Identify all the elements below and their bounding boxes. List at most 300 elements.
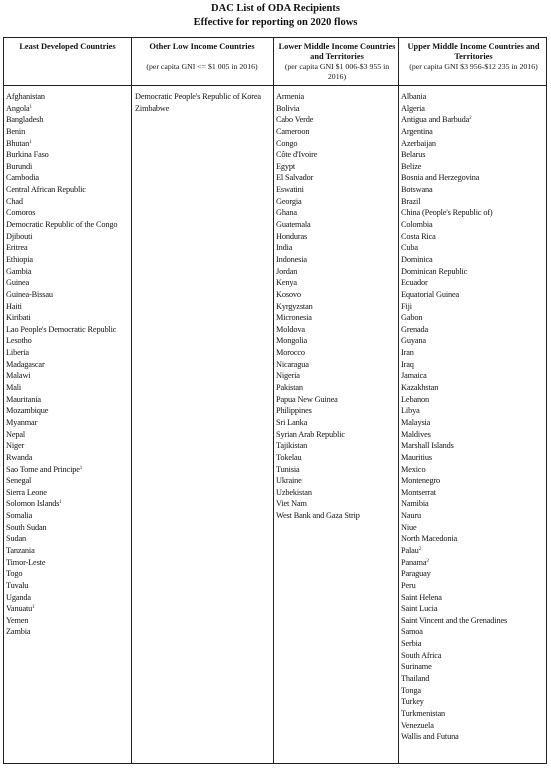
country-name: Maldives xyxy=(401,429,431,439)
column-least-developed-list xyxy=(6,91,117,638)
country-name: Liberia xyxy=(6,348,29,358)
list-item xyxy=(276,312,360,324)
column-lower-middle-income-list xyxy=(276,91,360,522)
country-name: Suriname xyxy=(401,662,432,672)
country-name: Kyrgyzstan xyxy=(276,301,313,311)
country-name: China (People's Republic of) xyxy=(401,208,493,218)
list-item xyxy=(401,219,507,231)
list-item xyxy=(6,184,117,196)
country-name: Sierra Leone xyxy=(6,487,47,497)
country-name: Philippines xyxy=(276,406,312,416)
country-name: Burundi xyxy=(6,161,33,171)
country-name: Zambia xyxy=(6,627,31,637)
list-item xyxy=(135,91,261,103)
country-name: Kenya xyxy=(276,278,297,288)
list-item xyxy=(6,138,117,150)
country-name: Sao Tome and Principe xyxy=(6,464,80,474)
country-name: Guyana xyxy=(401,336,426,346)
list-item xyxy=(401,638,507,650)
list-item xyxy=(6,394,117,406)
country-name: Belarus xyxy=(401,150,426,160)
country-name: Serbia xyxy=(401,639,422,649)
list-item xyxy=(6,196,117,208)
list-item xyxy=(276,464,360,476)
list-item xyxy=(276,487,360,499)
country-name: Cambodia xyxy=(6,173,39,183)
list-item xyxy=(6,533,117,545)
list-item xyxy=(135,103,261,115)
list-item xyxy=(401,126,507,138)
header-other-low-income xyxy=(133,42,271,72)
country-name: Jamaica xyxy=(401,371,427,381)
country-name: Bangladesh xyxy=(6,115,44,125)
country-name: North Macedonia xyxy=(401,534,458,544)
list-item xyxy=(6,487,117,499)
country-name: Côte d'Ivoire xyxy=(276,150,318,160)
list-item xyxy=(6,417,117,429)
list-item xyxy=(401,615,507,627)
country-name: Bosnia and Herzegovina xyxy=(401,173,480,183)
list-item xyxy=(276,114,360,126)
country-name: South Sudan xyxy=(6,522,47,532)
country-name: Algeria xyxy=(401,103,425,113)
country-name: Timor-Leste xyxy=(6,557,46,567)
country-name: Tunisia xyxy=(276,464,300,474)
country-name: Lao People's Democratic Republic xyxy=(6,324,117,334)
country-name: Chad xyxy=(6,196,23,206)
column-subheading: (per capita GNI $3 956-$12 235 in 2016) xyxy=(409,62,538,72)
list-item xyxy=(401,440,507,452)
list-item xyxy=(401,580,507,592)
list-item xyxy=(276,207,360,219)
country-name: Cameroon xyxy=(276,126,310,136)
list-item xyxy=(6,452,117,464)
column-subheading: (per capita GNI <= $1 005 in 2016) xyxy=(146,62,258,72)
country-name: Iran xyxy=(401,348,414,358)
country-name: Nauru xyxy=(401,511,421,521)
list-item xyxy=(6,592,117,604)
list-item xyxy=(276,126,360,138)
list-item xyxy=(276,382,360,394)
list-item xyxy=(276,266,360,278)
country-name: South Africa xyxy=(401,650,442,660)
country-name: Armenia xyxy=(276,92,304,101)
list-item xyxy=(6,172,117,184)
list-item xyxy=(276,498,360,510)
column-subheading: (per capita GNI $1 006-$3 955 in 2016) xyxy=(284,62,390,81)
list-item xyxy=(401,592,507,604)
list-item xyxy=(401,557,507,569)
country-name: Zimbabwe xyxy=(135,103,170,113)
country-name: Marshall Islands xyxy=(401,441,454,451)
country-name: Mali xyxy=(6,383,22,393)
list-item xyxy=(276,347,360,359)
country-name: Niger xyxy=(6,441,25,451)
header-upper-middle-income xyxy=(401,42,546,72)
country-name: Uzbekistan xyxy=(276,487,312,497)
country-name: Pakistan xyxy=(276,383,303,393)
country-name: Somalia xyxy=(6,511,33,521)
list-item xyxy=(401,254,507,266)
list-item xyxy=(401,417,507,429)
list-item xyxy=(6,266,117,278)
country-name: Micronesia xyxy=(276,313,312,323)
country-name: Eritrea xyxy=(6,243,28,253)
country-name: Ethiopia xyxy=(6,254,33,264)
country-name: Niue xyxy=(401,522,417,532)
country-name: Dominica xyxy=(401,254,433,264)
list-item xyxy=(401,324,507,336)
country-name: Iraq xyxy=(401,359,414,369)
country-name: Ecuador xyxy=(401,278,428,288)
list-item xyxy=(401,277,507,289)
footnote-marker: 2 xyxy=(426,558,429,564)
list-item xyxy=(401,103,507,115)
country-name: Myanmar xyxy=(6,417,38,427)
country-name: Panama xyxy=(401,557,427,567)
country-name: El Salvador xyxy=(276,173,314,183)
country-name: Bolivia xyxy=(276,103,300,113)
country-name: Sudan xyxy=(6,534,26,544)
column-heading: Upper Middle Income Countries and Territories xyxy=(407,42,540,62)
list-item xyxy=(401,149,507,161)
country-name: Saint Helena xyxy=(401,592,442,602)
list-item xyxy=(401,382,507,394)
country-name: Colombia xyxy=(401,220,433,230)
list-item xyxy=(401,335,507,347)
column-heading: Other Low Income Countries xyxy=(149,42,255,51)
list-item xyxy=(401,685,507,697)
list-item xyxy=(276,370,360,382)
list-item xyxy=(6,557,117,569)
country-name: Yemen xyxy=(6,615,29,625)
list-item xyxy=(401,207,507,219)
list-item xyxy=(401,650,507,662)
country-name: Turkey xyxy=(401,697,424,707)
country-name: Botswana xyxy=(401,185,433,195)
list-item xyxy=(401,673,507,685)
country-name: Paraguay xyxy=(401,569,431,579)
document-subtitle: Effective for reporting on 2020 flows xyxy=(193,17,358,28)
list-item xyxy=(276,184,360,196)
country-name: Namibia xyxy=(401,499,429,509)
list-item xyxy=(276,196,360,208)
list-item xyxy=(276,429,360,441)
country-name: Mexico xyxy=(401,464,426,474)
list-item xyxy=(276,440,360,452)
list-item xyxy=(401,301,507,313)
country-name: Morocco xyxy=(276,348,305,358)
country-name: Papua New Guinea xyxy=(276,394,338,404)
list-item xyxy=(276,242,360,254)
list-item xyxy=(6,301,117,313)
list-item xyxy=(276,475,360,487)
country-name: Lebanon xyxy=(401,394,429,404)
list-item xyxy=(6,254,117,266)
country-name: Egypt xyxy=(276,161,296,171)
country-name: Ukraine xyxy=(276,476,302,486)
country-name: Malawi xyxy=(6,371,31,381)
list-item xyxy=(401,522,507,534)
country-name: Bhutan xyxy=(6,138,30,148)
list-item xyxy=(401,347,507,359)
list-item xyxy=(401,498,507,510)
country-name: Comoros xyxy=(6,208,36,218)
country-name: Nicaragua xyxy=(276,359,309,369)
list-item xyxy=(276,277,360,289)
list-item xyxy=(401,696,507,708)
list-item xyxy=(401,114,507,126)
list-item xyxy=(401,545,507,557)
country-name: Sri Lanka xyxy=(276,417,308,427)
list-item xyxy=(276,172,360,184)
country-name: Eswatini xyxy=(276,185,304,195)
country-name: Moldova xyxy=(276,324,305,334)
country-name: Lesotho xyxy=(6,336,32,346)
country-name: Togo xyxy=(6,569,23,579)
list-item xyxy=(276,417,360,429)
list-item xyxy=(6,429,117,441)
country-name: Democratic People's Republic of Korea xyxy=(135,92,261,101)
footnote-marker: 1 xyxy=(32,605,35,611)
country-name: Ghana xyxy=(276,208,297,218)
country-name: Peru xyxy=(401,580,416,590)
list-item xyxy=(401,242,507,254)
list-item xyxy=(6,149,117,161)
list-item xyxy=(6,231,117,243)
list-item xyxy=(6,114,117,126)
list-item xyxy=(401,429,507,441)
list-item xyxy=(401,196,507,208)
list-item xyxy=(6,510,117,522)
list-item xyxy=(401,370,507,382)
country-name: Brazil xyxy=(401,196,421,206)
country-name: Georgia xyxy=(276,196,302,206)
footnote-marker: 1 xyxy=(79,465,83,471)
list-item xyxy=(276,149,360,161)
list-item xyxy=(401,231,507,243)
country-name: Mongolia xyxy=(276,336,308,346)
list-item xyxy=(276,335,360,347)
country-name: Viet Nam xyxy=(276,499,307,509)
list-item xyxy=(6,464,117,476)
country-name: Wallis and Futuna xyxy=(401,732,459,742)
country-name: Guatemala xyxy=(276,220,311,230)
country-name: Azerbaijan xyxy=(401,138,436,148)
list-item xyxy=(401,603,507,615)
country-name: Congo xyxy=(276,138,298,148)
list-item xyxy=(276,510,360,522)
list-item xyxy=(6,324,117,336)
country-name: Saint Vincent and the Grenadines xyxy=(401,615,508,625)
country-name: Tuvalu xyxy=(6,580,29,590)
country-name: Mauritania xyxy=(6,394,41,404)
list-item xyxy=(401,91,507,103)
country-name: Thailand xyxy=(401,674,430,684)
list-item xyxy=(276,91,360,103)
country-name: Kazakhstan xyxy=(401,383,439,393)
country-name: Saint Lucia xyxy=(401,604,438,614)
footnote-marker: 1 xyxy=(29,104,32,110)
list-item xyxy=(276,289,360,301)
country-name: Gabon xyxy=(401,313,423,323)
list-item xyxy=(6,219,117,231)
country-name: Vanuatu xyxy=(6,604,33,614)
country-name: Tajikistan xyxy=(276,441,308,451)
country-name: Tanzania xyxy=(6,545,35,555)
country-name: Libya xyxy=(401,406,420,416)
column-upper-middle-income-list xyxy=(401,91,507,743)
country-name: Jordan xyxy=(276,266,298,276)
country-name: Costa Rica xyxy=(401,231,436,241)
list-item xyxy=(276,452,360,464)
list-item xyxy=(401,464,507,476)
list-item xyxy=(6,626,117,638)
country-name: Democratic Republic of the Congo xyxy=(6,220,118,230)
country-name: Grenada xyxy=(401,324,429,334)
country-name: Angola xyxy=(6,103,30,113)
country-name: Madagascar xyxy=(6,359,45,369)
country-name: Kiribati xyxy=(6,313,31,323)
list-item xyxy=(276,405,360,417)
country-name: Malaysia xyxy=(401,417,431,427)
list-item xyxy=(401,626,507,638)
list-item xyxy=(6,126,117,138)
list-item xyxy=(276,161,360,173)
country-name: Cabo Verde xyxy=(276,115,314,125)
list-item xyxy=(6,103,117,115)
list-item xyxy=(401,533,507,545)
list-item xyxy=(6,335,117,347)
list-item xyxy=(401,161,507,173)
list-item xyxy=(6,161,117,173)
list-item xyxy=(401,138,507,150)
country-name: Nigeria xyxy=(276,371,300,381)
footnote-marker: 1 xyxy=(29,139,32,145)
country-name: Syrian Arab Republic xyxy=(276,429,345,439)
column-other-low-income-list xyxy=(135,91,261,114)
list-item xyxy=(6,347,117,359)
country-name: Dominican Republic xyxy=(401,266,468,276)
list-item xyxy=(6,475,117,487)
country-name: Cuba xyxy=(401,243,418,253)
country-name: Uganda xyxy=(6,592,31,602)
list-item xyxy=(401,568,507,580)
list-item xyxy=(6,277,117,289)
list-item xyxy=(6,382,117,394)
list-item xyxy=(6,522,117,534)
country-name: Kosovo xyxy=(276,289,301,299)
list-item xyxy=(6,359,117,371)
country-name: Rwanda xyxy=(6,452,33,462)
list-item xyxy=(401,184,507,196)
column-heading: Lower Middle Income Countries and Territories xyxy=(278,42,396,62)
country-name: West Bank and Gaza Strip xyxy=(276,511,360,521)
country-name: Senegal xyxy=(6,476,32,486)
document-title: DAC List of ODA Recipients xyxy=(211,3,340,14)
country-name: Solomon Islands xyxy=(6,499,60,509)
list-item xyxy=(276,359,360,371)
country-name: Fiji xyxy=(401,301,412,311)
list-item xyxy=(401,487,507,499)
list-item xyxy=(401,289,507,301)
recipients-table xyxy=(3,37,547,764)
country-name: Tokelau xyxy=(276,452,302,462)
country-name: Afghanistan xyxy=(6,92,45,101)
country-name: Argentina xyxy=(401,126,433,136)
country-name: Samoa xyxy=(401,627,423,637)
list-item xyxy=(6,615,117,627)
list-item xyxy=(276,138,360,150)
list-item xyxy=(401,405,507,417)
country-name: Indonesia xyxy=(276,254,307,264)
country-name: Belize xyxy=(401,161,422,171)
footnote-marker: 2 xyxy=(418,546,422,552)
country-name: India xyxy=(276,243,293,253)
country-name: Djibouti xyxy=(6,231,33,241)
list-item xyxy=(6,545,117,557)
list-item xyxy=(6,580,117,592)
column-heading: Least Developed Countries xyxy=(19,42,116,51)
country-name: Mozambique xyxy=(6,406,49,416)
country-name: Montserrat xyxy=(401,487,436,497)
country-name: Venezuela xyxy=(401,720,434,730)
country-name: Montenegro xyxy=(401,476,441,486)
list-item xyxy=(401,394,507,406)
country-name: Equatorial Guinea xyxy=(401,289,460,299)
country-name: Turkmenistan xyxy=(401,708,445,718)
list-item xyxy=(6,289,117,301)
list-item xyxy=(401,359,507,371)
list-item xyxy=(6,242,117,254)
list-item xyxy=(401,731,507,743)
list-item xyxy=(401,312,507,324)
list-item xyxy=(401,452,507,464)
header-divider xyxy=(4,85,546,86)
column-divider-2 xyxy=(273,38,274,763)
list-item xyxy=(401,661,507,673)
country-name: Guinea-Bissau xyxy=(6,289,53,299)
list-item xyxy=(401,266,507,278)
country-name: Guinea xyxy=(6,278,30,288)
footnote-marker: 1 xyxy=(59,500,62,506)
list-item xyxy=(276,324,360,336)
column-divider-1 xyxy=(131,38,132,763)
list-item xyxy=(276,301,360,313)
list-item xyxy=(6,498,117,510)
header-lower-middle-income xyxy=(277,42,397,81)
list-item xyxy=(401,708,507,720)
country-name: Gambia xyxy=(6,266,32,276)
country-name: Mauritius xyxy=(401,452,432,462)
list-item xyxy=(401,720,507,732)
list-item xyxy=(6,312,117,324)
list-item xyxy=(6,370,117,382)
country-name: Nepal xyxy=(6,429,26,439)
country-name: Honduras xyxy=(276,231,308,241)
country-name: Haiti xyxy=(6,301,22,311)
list-item xyxy=(401,172,507,184)
header-least-developed xyxy=(6,42,129,52)
country-name: Benin xyxy=(6,126,26,136)
list-item xyxy=(401,475,507,487)
country-name: Albania xyxy=(401,92,427,101)
country-name: Burkina Faso xyxy=(6,150,49,160)
country-name: Tonga xyxy=(401,685,421,695)
country-name: Central African Republic xyxy=(6,185,86,195)
list-item xyxy=(6,568,117,580)
list-item xyxy=(276,394,360,406)
